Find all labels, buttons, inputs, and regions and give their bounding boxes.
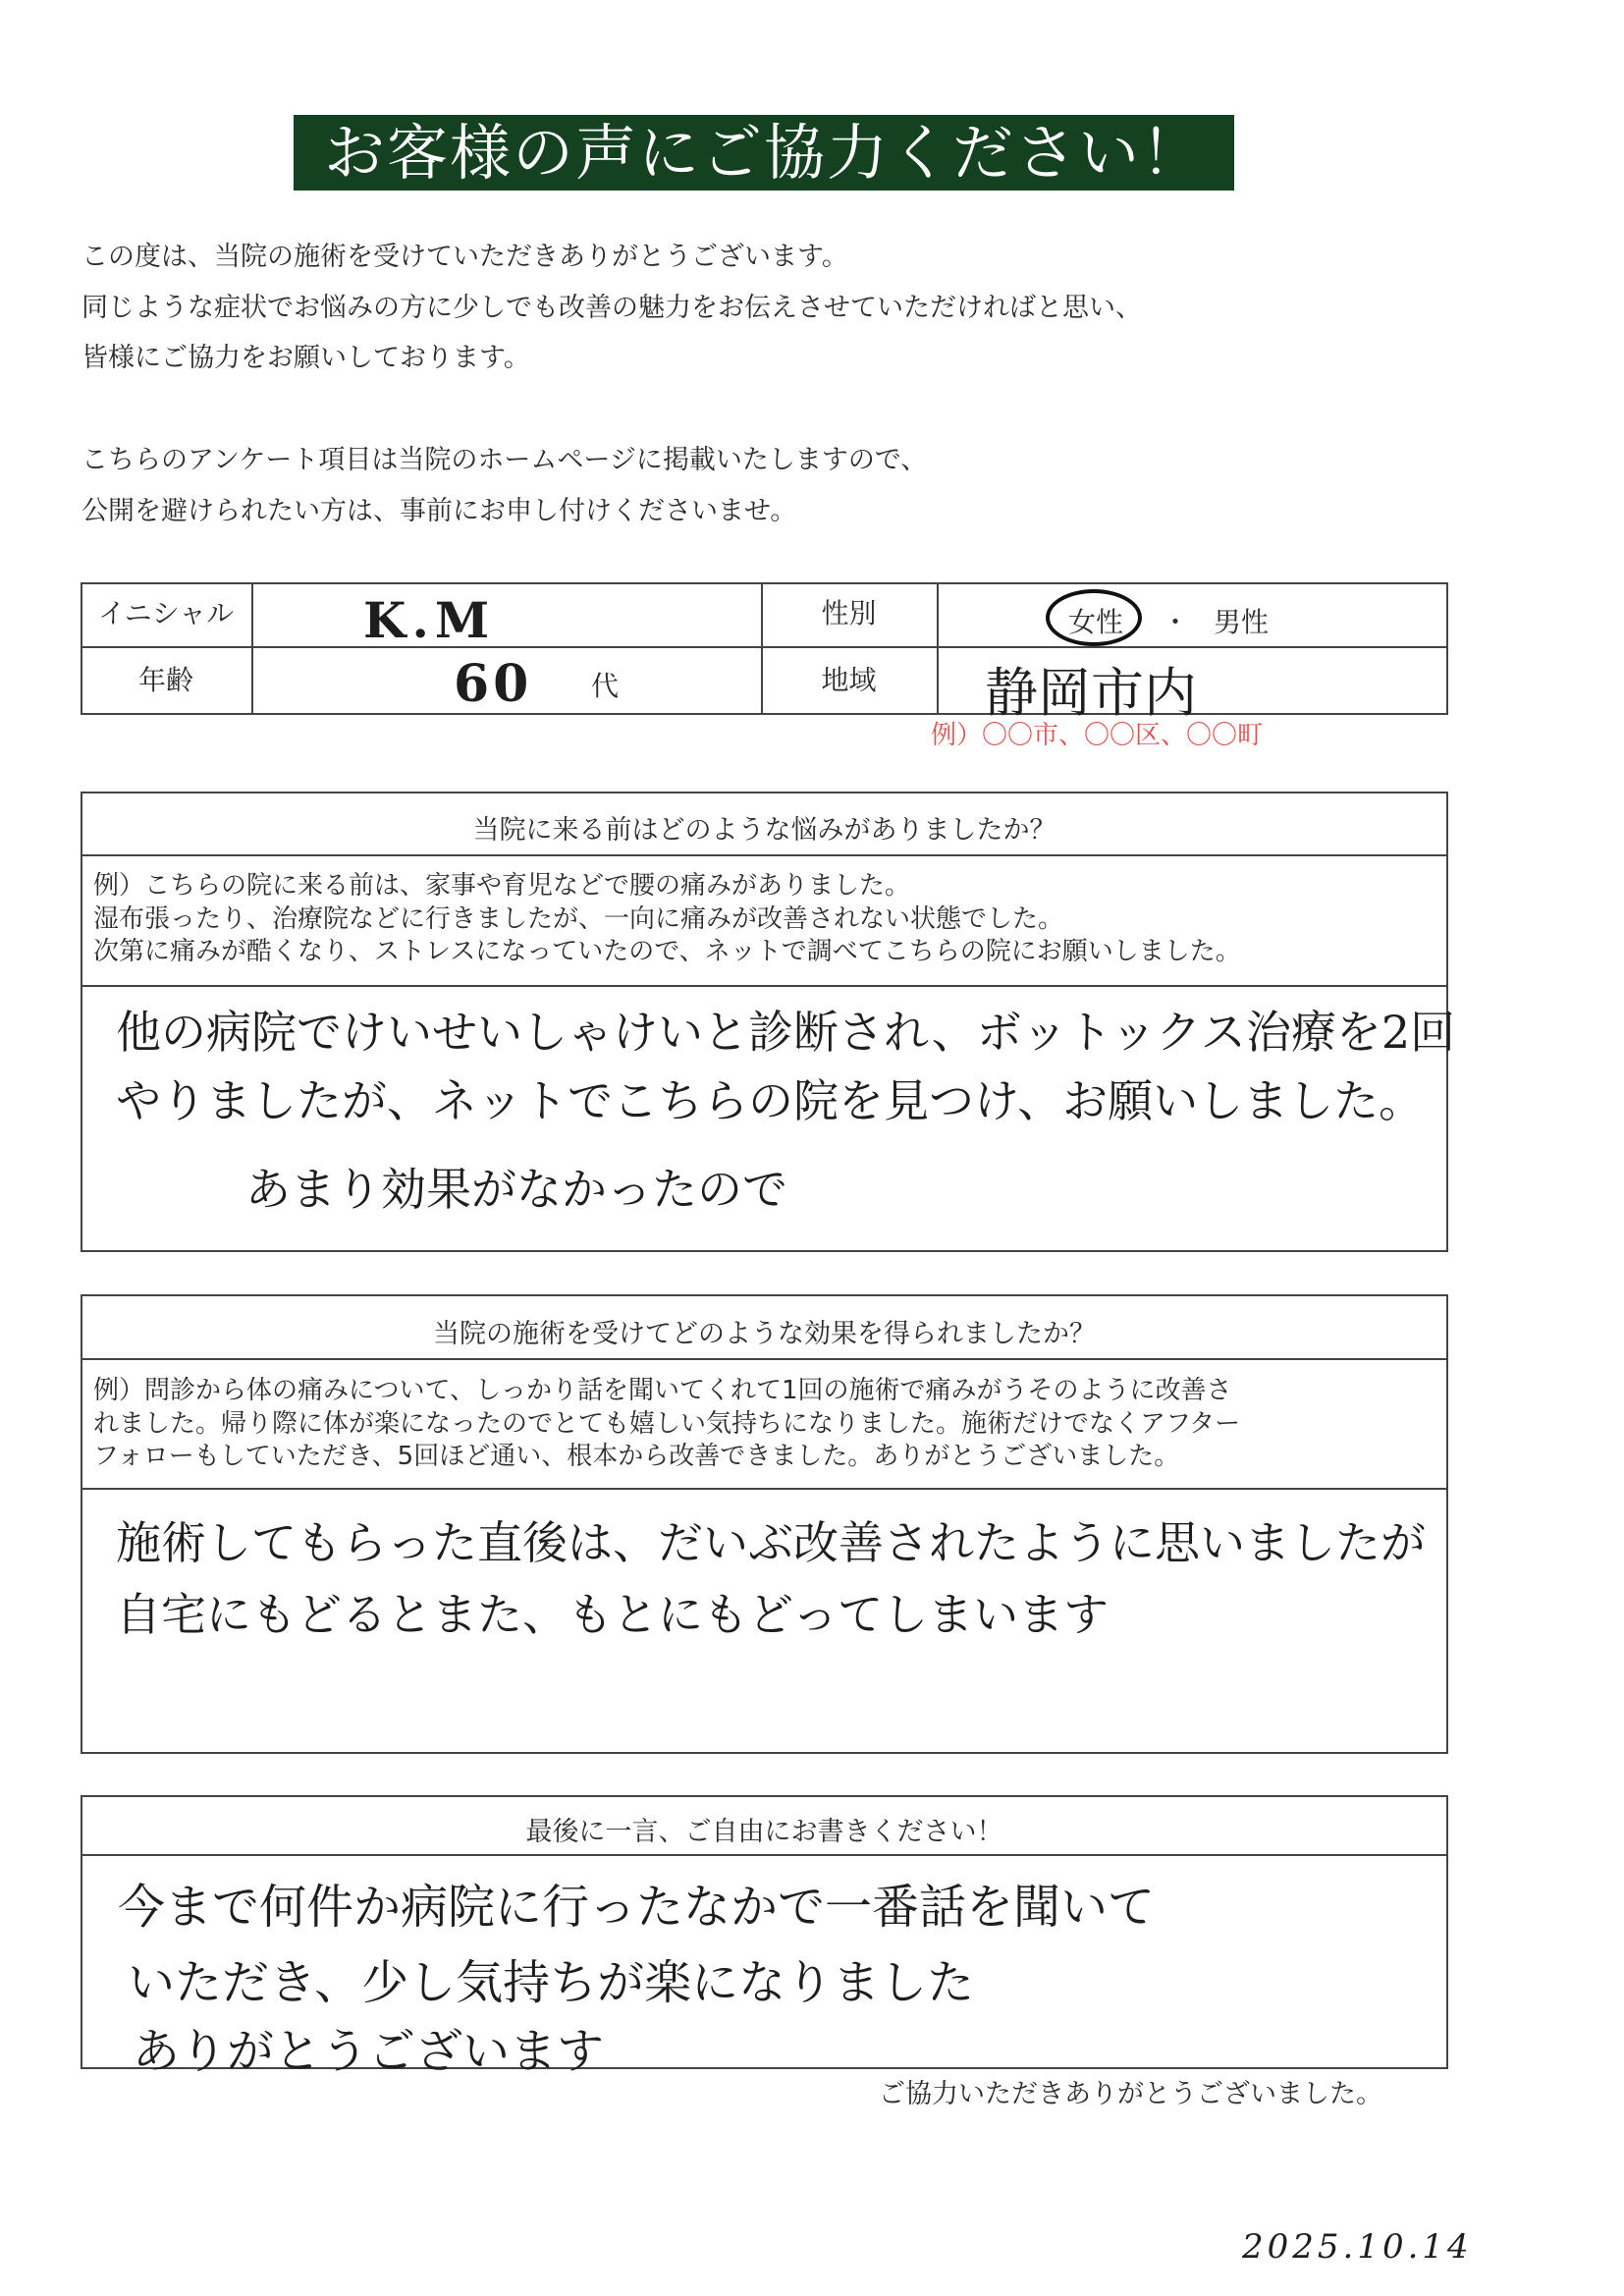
divider <box>81 854 1448 856</box>
divider <box>81 1358 1448 1360</box>
example-line: れました。帰り際に体が楽になったのでとても嬉しい気持ちになりました。施術だけでなくアフター <box>93 1409 1241 1439</box>
answer-line: 自宅にもどるとまた、もとにもどってしまいます <box>116 1588 1110 1641</box>
intro-line: 公開を避けられたい方は、事前にお申し付けくださいませ。 <box>81 496 797 526</box>
answer-line: 今まで何件か病院に行ったなかで一番話を聞いて <box>118 1880 1156 1935</box>
gender-option-male: 男性 <box>1214 606 1270 638</box>
region-value: 静岡市内 <box>985 662 1197 724</box>
gender-label: 性別 <box>821 597 877 629</box>
answer-line: あまり効果がなかったので <box>245 1163 787 1216</box>
divider <box>937 582 939 715</box>
age-value: 60 <box>454 654 533 714</box>
example-line: 例）問診から体の痛みについて、しっかり話を聞いてくれて1回の施術で痛みがうそのように改善さ <box>93 1376 1232 1405</box>
thanks-note: ご協力いただきありがとうございました。 <box>879 2079 1382 2109</box>
age-unit: 代 <box>591 670 620 702</box>
initial-label: イニシャル <box>97 597 235 629</box>
region-example: 例）〇〇市、〇〇区、〇〇町 <box>931 721 1264 750</box>
answer-line: 他の病院でけいせいしゃけいと診断され、ボットックス治療を2回 <box>116 1006 1456 1059</box>
intro-line: こちらのアンケート項目は当院のホームページに掲載いたしますので、 <box>81 445 928 475</box>
intro-line: 皆様にご協力をお願いしております。 <box>81 343 530 373</box>
intro-line: この度は、当院の施術を受けていただきありがとうございます。 <box>81 242 848 272</box>
divider <box>81 646 1448 648</box>
example-line: 例）こちらの院に来る前は、家事や育児などで腰の痛みがありました。 <box>93 871 911 901</box>
question-3-title: 最後に一言、ご自由にお書きください！ <box>525 1817 1003 1847</box>
answer-line: いただき、少し気持ちが楽になりました <box>128 1955 975 2010</box>
answer-line: やりましたが、ネットでこちらの院を見つけ、お願いしました。 <box>116 1074 1425 1127</box>
date: 2025.10.14 <box>1242 2227 1473 2267</box>
age-label: 年齢 <box>137 664 193 696</box>
divider <box>251 582 253 715</box>
initial-value: K.M <box>363 591 496 649</box>
answer-line: 施術してもらった直後は、だいぶ改善されたように思いましたが <box>116 1516 1426 1569</box>
example-line: 湿布張ったり、治療院などに行きましたが、一向に痛みが改善されない状態でした。 <box>93 904 1064 934</box>
intro-line: 同じような症状でお悩みの方に少しでも改善の魅力をお伝えさせていただければと思い、 <box>81 293 1142 323</box>
example-line: フォローもしていただき、5回ほど通い、根本から改善できました。ありがとうございました。 <box>93 1442 1180 1471</box>
question-1-title: 当院に来る前はどのような悩みがありましたか？ <box>472 815 1056 846</box>
divider <box>81 985 1448 987</box>
question-2-title: 当院の施術を受けてどのような効果を得られましたか？ <box>433 1319 1096 1349</box>
region-label: 地域 <box>821 664 877 696</box>
example-line: 次第に痛みが酷くなり、ストレスになっていたので、ネットで調べてこちらの院にお願いしました。 <box>93 937 1241 966</box>
page-title: お客様の声にご協力ください！ <box>294 115 1234 191</box>
divider <box>81 1854 1448 1856</box>
gender-option-female: 女性 <box>1068 606 1124 638</box>
answer-line: ありがとうございます <box>133 2024 605 2079</box>
gender-separator: ・ <box>1162 606 1190 638</box>
divider <box>81 1488 1448 1490</box>
